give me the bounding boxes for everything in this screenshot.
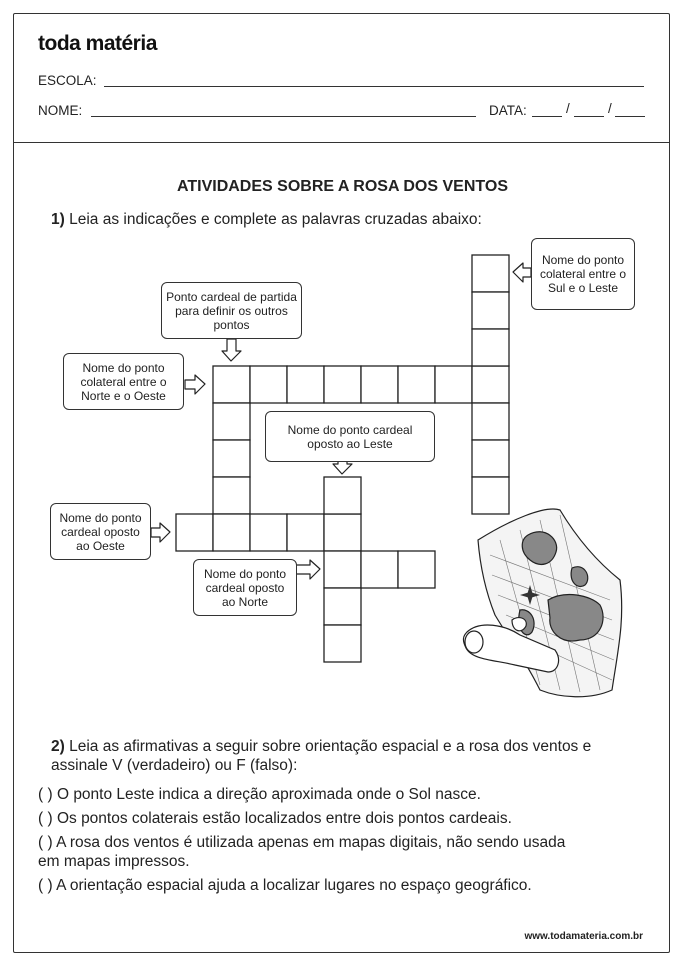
- treasure-map-illustration: [463, 509, 621, 697]
- statement-text: A rosa dos ventos é utilizada apenas em mapas digitais, não sendo usada: [56, 834, 566, 851]
- brand-logo: toda matéria: [38, 32, 157, 55]
- statement-item: [38, 876, 532, 895]
- date-label: DATA:: [489, 103, 527, 118]
- statement-text: O ponto Leste indica a direção aproximada onde o Sol nasce.: [56, 786, 481, 803]
- statement-text: Os pontos colaterais estão localizados entre dois pontos cardeais.: [56, 810, 512, 827]
- question-2-number: 2): [51, 738, 65, 755]
- date-separator: /: [566, 101, 570, 116]
- clue-northwest: Nome do ponto colateral entre o Norte e o Oeste: [63, 353, 184, 410]
- question-1-number: 1): [51, 211, 65, 228]
- answer-box[interactable]: ( ): [38, 834, 53, 851]
- question-2-text-line1: Leia as afirmativas a seguir sobre orientação espacial e a rosa dos ventos e: [69, 738, 592, 755]
- crossword-row-east: [176, 514, 361, 551]
- question-2-text-line2: assinale V (verdadeiro) ou F (falso):: [51, 757, 298, 774]
- name-label: NOME:: [38, 103, 83, 118]
- answer-box[interactable]: ( ): [38, 810, 53, 827]
- school-label: ESCOLA:: [38, 73, 97, 88]
- date-separator: /: [608, 101, 612, 116]
- statement-text: A orientação espacial ajuda a localizar lugares no espaço geográfico.: [56, 877, 532, 894]
- crossword-row-south: [361, 551, 435, 588]
- crossword-column-west: [324, 477, 361, 662]
- clue-north: Ponto cardeal de partida para definir os outros pontos: [161, 282, 302, 339]
- page-title: ATIVIDADES SOBRE A ROSA DOS VENTOS: [176, 178, 508, 195]
- arrow-right-icon: [185, 375, 205, 394]
- statement-continuation: em mapas impressos.: [38, 853, 190, 870]
- clue-east: Nome do ponto cardeal oposto ao Oeste: [50, 503, 151, 560]
- clue-southeast: Nome do ponto colateral entre o Sul e o Leste: [531, 238, 635, 310]
- clue-south: Nome do ponto cardeal oposto ao Norte: [193, 559, 297, 616]
- statement-item: [38, 833, 565, 852]
- answer-box[interactable]: ( ): [38, 786, 53, 803]
- arrow-left-icon: [513, 263, 531, 282]
- arrow-down-icon: [222, 339, 241, 361]
- arrow-right-icon: [296, 560, 320, 579]
- statement-item: [38, 785, 481, 804]
- question-2: [51, 737, 591, 756]
- statement-item: [38, 809, 512, 828]
- footer-url[interactable]: www.todamateria.com.br: [524, 931, 643, 942]
- crossword-row-northwest: [213, 366, 509, 403]
- question-1-text: Leia as indicações e complete as palavras cruzadas abaixo:: [69, 211, 482, 228]
- arrow-right-icon: [151, 523, 170, 542]
- clue-west: Nome do ponto cardeal oposto ao Leste: [265, 411, 435, 462]
- answer-box[interactable]: ( ): [38, 877, 53, 894]
- crossword-column-north: [213, 403, 250, 514]
